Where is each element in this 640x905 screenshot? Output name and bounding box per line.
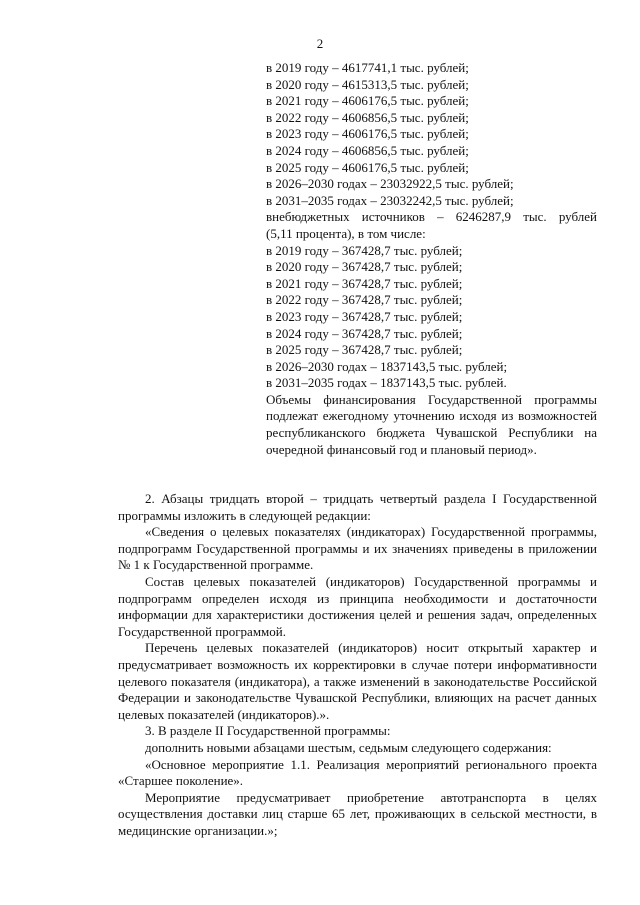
- funding-line: в 2024 году – 4606856,5 тыс. рублей;: [266, 142, 469, 158]
- amendment-paragraph: дополнить новыми абзацами шестым, седьмым следующего содержания:: [145, 739, 552, 755]
- funding-line: в 2022 году – 4606856,5 тыс. рублей;: [266, 109, 469, 125]
- funding-line: в 2025 году – 367428,7 тыс. рублей;: [266, 342, 463, 358]
- funding-line: в 2019 году – 367428,7 тыс. рублей;: [266, 242, 463, 258]
- amendment-paragraph: Перечень целевых показателей (индикаторов) носит открытый характер и предусматривает возможность их корректировки в случае потери информативности целевого показателя (индикатора), а также изменений в законодательстве Российской Федерации и законодательстве Чувашской Республики, влияющих на расчет данных целевых показателей (индикаторов).».: [118, 640, 597, 722]
- main-body: [118, 491, 597, 839]
- funding-line: в 2023 году – 367428,7 тыс. рублей;: [266, 308, 463, 324]
- funding-line: в 2019 году – 4617741,1 тыс. рублей;: [266, 60, 469, 75]
- amendment-paragraph: 3. В разделе II Государственной программы:: [145, 723, 391, 739]
- funding-line: в 2020 году – 4615313,5 тыс. рублей;: [266, 76, 469, 92]
- funding-line: в 2026–2030 годах – 1837143,5 тыс. рублей;: [266, 358, 508, 374]
- funding-line: в 2020 году – 367428,7 тыс. рублей;: [266, 259, 463, 275]
- amendment-paragraph: «Сведения о целевых показателях (индикаторах) Государственной программы, подпрограмм Государственной программы и их значениях приведены в приложении № 1 к Государственной программе.: [118, 524, 597, 573]
- funding-line: в 2026–2030 годах – 23032922,5 тыс. рублей;: [266, 176, 514, 192]
- funding-line: в 2031–2035 годах – 23032242,5 тыс. рублей;: [266, 192, 514, 208]
- extrabudget-line: внебюджетных источников – 6246287,9 тыс. рублей: [266, 209, 597, 225]
- funding-line: в 2025 году – 4606176,5 тыс. рублей;: [266, 159, 469, 175]
- funding-line: в 2023 году – 4606176,5 тыс. рублей;: [266, 126, 469, 142]
- page-number: 2: [316, 36, 324, 51]
- funding-line: в 2021 году – 4606176,5 тыс. рублей;: [266, 93, 469, 109]
- amendment-paragraph: Мероприятие предусматривает приобретение автотранспорта в целях осуществления доставки лиц старше 65 лет, проживающих в сельской местности, в медицинские организации.»;: [118, 789, 597, 838]
- funding-line: в 2021 году – 367428,7 тыс. рублей;: [266, 275, 463, 291]
- amendment-paragraph: Состав целевых показателей (индикаторов) Государственной программы и подпрограмм определен исходя из принципа необходимости и достаточности информации для характеристики достижения целей и решения задач, определенных Государственной программой.: [118, 573, 597, 639]
- extrabudget-line: (5,11 процента), в том числе:: [266, 225, 426, 241]
- funding-line: в 2024 году – 367428,7 тыс. рублей;: [266, 325, 463, 341]
- volumes-paragraph: Объемы финансирования Государственной программы подлежат ежегодному уточнению исходя из возможностей республиканского бюджета Чувашской Республики на очередной финансовый год и плановый период».: [266, 391, 597, 457]
- funding-block: [266, 60, 597, 458]
- funding-line: в 2031–2035 годах – 1837143,5 тыс. рублей.: [266, 375, 507, 391]
- amendment-paragraph: «Основное мероприятие 1.1. Реализация мероприятий регионального проекта «Старшее поколение».: [118, 756, 597, 789]
- amendment-paragraph: 2. Абзацы тридцать второй – тридцать четвертый раздела I Государственной программы изложить в следующей редакции:: [118, 491, 597, 523]
- funding-line: в 2022 году – 367428,7 тыс. рублей;: [266, 292, 463, 308]
